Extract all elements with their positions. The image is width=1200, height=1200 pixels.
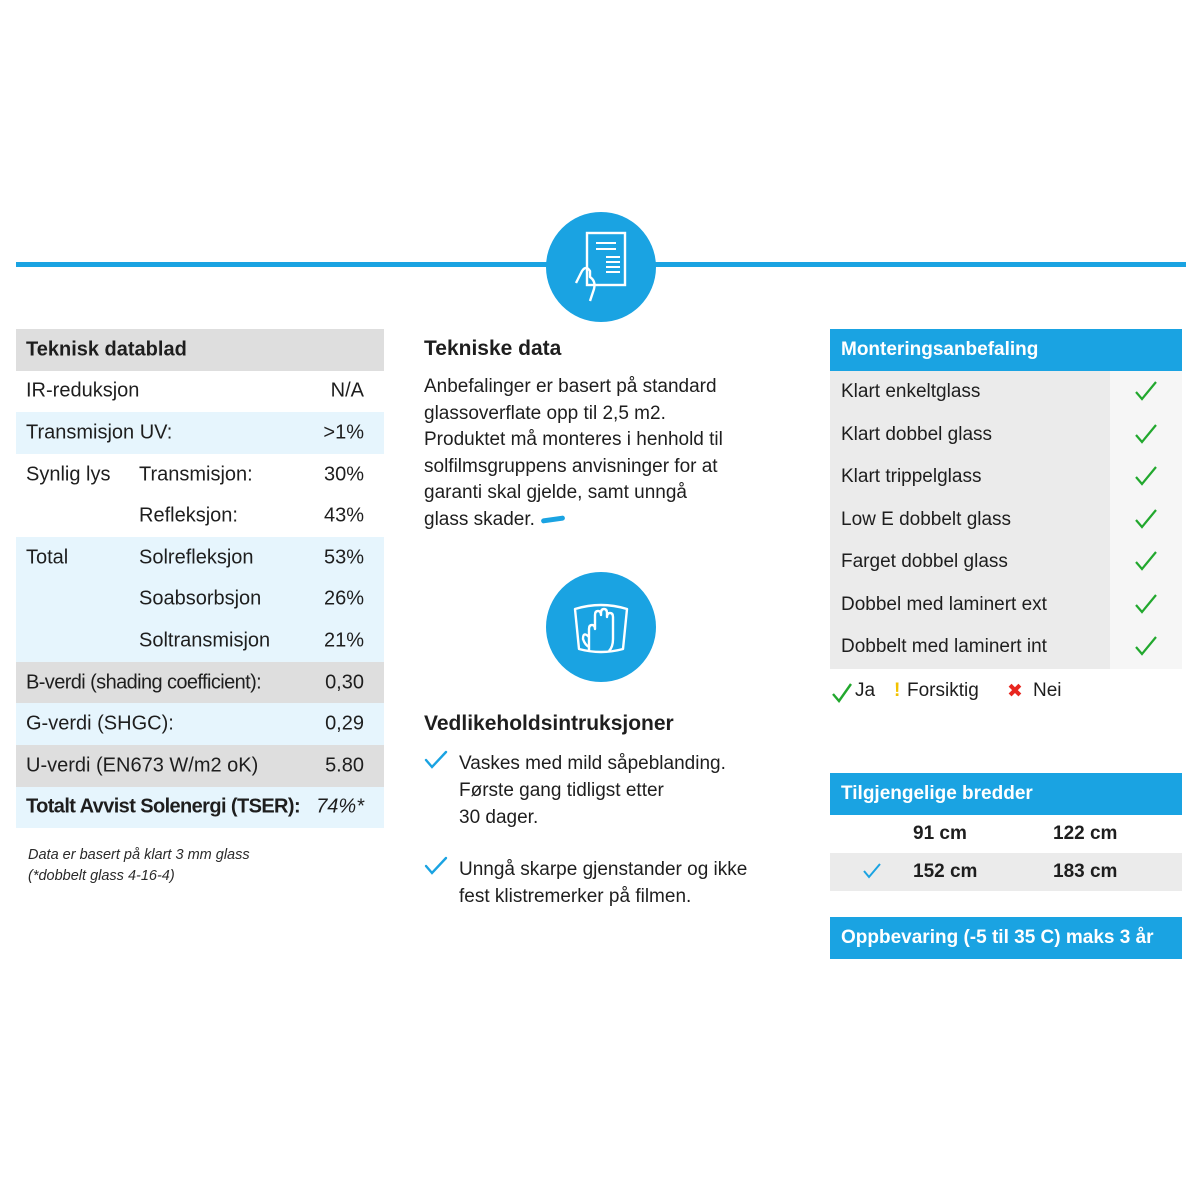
- row-label: Totalt Avvist Solenergi (TSER):: [26, 795, 301, 818]
- row-value: N/A: [330, 379, 364, 402]
- text-line: fest klistremerker på filmen.: [459, 886, 692, 907]
- list-item: [830, 414, 1182, 457]
- table-row: [16, 412, 384, 454]
- technical-data-title: Tekniske data: [424, 337, 562, 360]
- row-sublabel: Refleksjon:: [139, 504, 238, 527]
- check-icon: [424, 856, 448, 876]
- text-line: Anbefalinger er basert på standard: [424, 376, 717, 397]
- datasheet-title: Teknisk datablad: [26, 338, 187, 361]
- text-line: Produktet må monteres i henhold til: [424, 429, 723, 451]
- green-check-icon: [1134, 508, 1158, 530]
- row-label: IR-reduksjon: [26, 379, 140, 402]
- glass-type-label: Klart enkeltglass: [830, 371, 1110, 414]
- legend-no: Nei: [1033, 680, 1062, 701]
- green-check-icon: [1134, 380, 1158, 402]
- glass-type-label: Low E dobbelt glass: [830, 499, 1110, 542]
- ink-smudge: [541, 516, 565, 524]
- mounting-list: [830, 371, 1182, 669]
- green-check-icon: [831, 682, 853, 704]
- glass-type-label: Dobbel med laminert ext: [830, 584, 1110, 627]
- footnote-line: Data er basert på klart 3 mm glass: [28, 847, 250, 863]
- row-sublabel: Soltransmisjon: [139, 629, 271, 652]
- legend-yes: Ja: [855, 680, 876, 701]
- glass-type-label: Farget dobbel glass: [830, 541, 1110, 584]
- green-check-icon: [1134, 550, 1158, 572]
- width-value: 122 cm: [1053, 823, 1118, 844]
- datasheet-header: [16, 329, 384, 371]
- row-value: 0,30: [325, 671, 364, 694]
- row-value: 53%: [323, 546, 364, 569]
- mounting-legend: [831, 680, 1131, 708]
- table-row: [16, 787, 384, 829]
- row-value: >1%: [323, 421, 364, 444]
- technical-data-text: [424, 374, 784, 534]
- text-line: glassoverflate opp til 2,5 m2.: [424, 402, 666, 424]
- table-row: [16, 495, 384, 537]
- maintenance-item: [424, 750, 784, 834]
- maintenance-title: Vedlikeholdsintruksjoner: [424, 712, 674, 735]
- row-sublabel: Solrefleksjon: [139, 546, 254, 569]
- text-line: garanti skal gjelde, samt unngå: [424, 482, 687, 504]
- table-row: [830, 815, 1182, 853]
- row-value: 5.80: [325, 754, 364, 777]
- green-check-icon: [1134, 465, 1158, 487]
- glass-type-label: Klart trippelglass: [830, 456, 1110, 499]
- row-label: B-verdi (shading coefficient):: [26, 671, 262, 694]
- document-hand-icon: [546, 212, 656, 322]
- check-icon: [863, 863, 881, 879]
- text-line: solfilmsgruppens anvisninger for at: [424, 455, 718, 477]
- table-row: [16, 537, 384, 579]
- green-check-icon: [1134, 635, 1158, 657]
- row-value: 30%: [323, 463, 364, 486]
- text-line: Vaskes med mild såpeblanding.: [459, 753, 726, 774]
- green-check-icon: [1134, 593, 1158, 615]
- mounting-header: Monteringsanbefaling: [830, 329, 1182, 371]
- row-sublabel: Soabsorbsjon: [139, 587, 262, 610]
- storage-banner: Oppbevaring (-5 til 35 C) maks 3 år: [830, 917, 1182, 959]
- table-row: [16, 745, 384, 787]
- table-row: [16, 620, 384, 662]
- datasheet-footnote: [28, 845, 250, 887]
- table-row: [16, 454, 384, 496]
- list-item: [830, 584, 1182, 627]
- row-value: 43%: [323, 504, 364, 527]
- row-label: Synlig lys: [26, 463, 111, 486]
- cleaning-glove-icon: [546, 572, 656, 682]
- datasheet-table: [16, 329, 384, 828]
- row-value: 0,29: [325, 712, 364, 735]
- row-value: 21%: [323, 629, 364, 652]
- row-sublabel: Transmisjon:: [139, 463, 253, 486]
- maintenance-item: [424, 856, 784, 912]
- width-value: 91 cm: [913, 823, 967, 844]
- list-item: [830, 456, 1182, 499]
- row-label: G-verdi (SHGC):: [26, 712, 174, 735]
- table-row: [16, 703, 384, 745]
- check-icon: [424, 750, 448, 770]
- legend-caution: Forsiktig: [907, 680, 979, 701]
- text-line: glass skader.: [424, 508, 535, 530]
- green-check-icon: [1134, 423, 1158, 445]
- text-line-last: [424, 507, 784, 534]
- row-label: Total: [26, 546, 69, 569]
- widths-table: [830, 815, 1182, 891]
- glass-type-label: Dobbelt med laminert int: [830, 626, 1110, 669]
- width-value: 183 cm: [1053, 861, 1118, 882]
- table-row: [16, 371, 384, 413]
- footnote-line: (*dobbelt glass 4-16-4): [28, 868, 175, 884]
- text-line: 30 dager.: [459, 807, 539, 828]
- cross-icon: ✖: [1007, 681, 1023, 702]
- list-item: [830, 499, 1182, 542]
- text-line: Unngå skarpe gjenstander og ikke: [459, 859, 748, 880]
- row-label: Transmisjon UV:: [26, 421, 173, 444]
- row-value: 26%: [323, 587, 364, 610]
- table-row: [830, 853, 1182, 891]
- list-item: [830, 541, 1182, 584]
- table-row: [16, 662, 384, 704]
- caution-icon: !: [894, 680, 901, 701]
- width-value: 152 cm: [913, 861, 978, 882]
- list-item: [830, 626, 1182, 669]
- glass-type-label: Klart dobbel glass: [830, 414, 1110, 457]
- widths-header: Tilgjengelige bredder: [830, 773, 1182, 815]
- text-line: Første gang tidligst etter: [459, 780, 664, 801]
- row-value: 74%*: [316, 795, 364, 818]
- list-item: [830, 371, 1182, 414]
- row-label: U-verdi (EN673 W/m2 oK): [26, 754, 259, 777]
- table-row: [16, 579, 384, 621]
